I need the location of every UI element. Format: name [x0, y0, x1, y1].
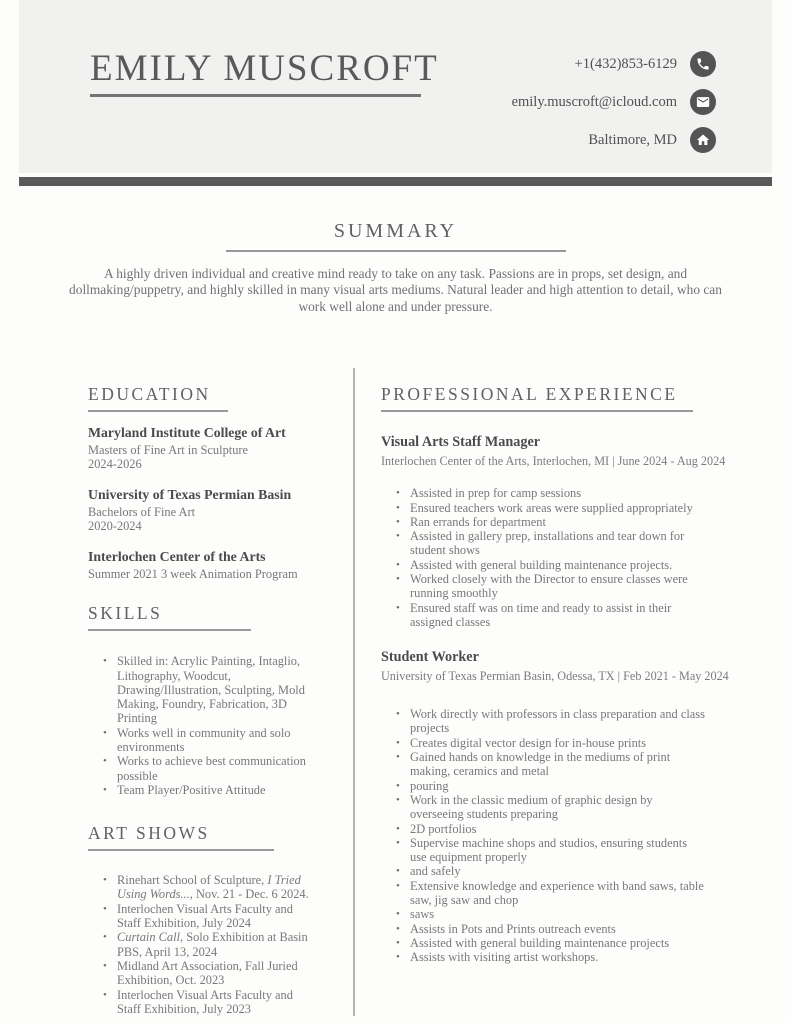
list-item-text: Gained hands on knowledge in the mediums of print making, ceramics and metal: [410, 750, 671, 779]
header-accent-bar: [19, 177, 772, 186]
list-item: [381, 515, 705, 529]
phone-number: +1(432)853-6129: [574, 55, 677, 72]
job-bullet-list: [381, 486, 705, 629]
list-item: [381, 601, 705, 630]
list-item: [88, 754, 315, 783]
columns: [88, 368, 791, 1016]
person-name: EMILY MUSCROFT: [90, 48, 439, 89]
bullet-dot: •: [396, 573, 400, 585]
list-item-text: Creates digital vector design for in-house prints: [410, 735, 647, 750]
bullet-dot: •: [103, 988, 107, 1001]
list-item: [88, 783, 315, 797]
bullet-dot: •: [103, 726, 107, 739]
list-item: [381, 707, 705, 736]
summary-heading: SUMMARY: [333, 220, 458, 242]
list-item: [381, 486, 705, 500]
list-item-text: saws: [410, 907, 435, 922]
education-rule: [88, 410, 228, 412]
job-title: Student Worker: [381, 649, 479, 666]
bullet-dot: •: [396, 936, 400, 949]
bullet-dot: •: [396, 822, 400, 835]
contact-location: [588, 127, 716, 153]
name-underline: [90, 94, 421, 97]
bullet-dot: •: [396, 601, 400, 614]
list-item: [88, 654, 315, 725]
list-item: [88, 873, 315, 902]
bullet-dot: •: [396, 501, 400, 514]
degree: Masters of Fine Art in Sculpture: [88, 443, 249, 458]
bullet-dot: •: [396, 951, 400, 964]
bullet-dot: •: [396, 736, 400, 749]
list-item-text: 2D portfolios: [410, 821, 477, 836]
education-list: [88, 425, 315, 581]
list-item: [88, 930, 315, 959]
job-meta: University of Texas Permian Basin, Odessa, TX | Feb 2021 - May 2024: [381, 669, 729, 684]
bullet-dot: •: [396, 558, 400, 571]
list-item: [381, 836, 705, 865]
list-item-text: Assists in Pots and Prints outreach events: [410, 921, 616, 936]
job-title: Visual Arts Staff Manager: [381, 434, 541, 451]
list-item-text: Curtain Call, Solo Exhibition at Basin PBS, April 13, 2024: [117, 930, 308, 959]
list-item: [381, 864, 705, 878]
list-item: [381, 822, 705, 836]
list-item: [381, 572, 705, 601]
home-icon: [690, 127, 716, 153]
skills-rule: [88, 629, 251, 631]
list-item: [381, 779, 705, 793]
school-name: Maryland Institute College of Art: [88, 425, 286, 441]
bullet-dot: •: [396, 836, 400, 849]
list-item: [381, 936, 705, 950]
list-item-text: Assists with visiting artist workshops.: [410, 950, 599, 965]
list-item-text: Assisted in gallery prep, installations and tear down for student shows: [410, 529, 685, 558]
list-item: [88, 988, 315, 1017]
list-item-text: Assisted with general building maintenance projects.: [410, 557, 673, 572]
list-item: [381, 750, 705, 779]
experience-rule: [381, 410, 693, 412]
bullet-dot: •: [103, 902, 107, 915]
job-entry: [381, 649, 753, 964]
left-column: [88, 368, 353, 1016]
bullet-dot: •: [396, 865, 400, 878]
list-item: [381, 879, 705, 908]
list-item-text: Assisted in prep for camp sessions: [410, 486, 582, 501]
bullet-dot: •: [103, 783, 107, 796]
art-shows-section: [88, 823, 315, 1016]
bullet-dot: •: [103, 874, 107, 887]
list-item-text: Team Player/Positive Attitude: [117, 782, 266, 797]
years: 2024-2026: [88, 457, 142, 472]
skills-heading: SKILLS: [88, 603, 163, 624]
job-bullet-list: [381, 707, 705, 964]
bullet-dot: •: [396, 487, 400, 500]
bullet-dot: •: [396, 515, 400, 528]
list-item: [381, 950, 705, 964]
bullet-dot: •: [396, 908, 400, 921]
bullet-dot: •: [396, 708, 400, 721]
degree: Summer 2021 3 week Animation Program: [88, 567, 298, 582]
art-shows-heading: ART SHOWS: [88, 823, 210, 844]
education-entry: [88, 487, 315, 533]
bullet-dot: •: [103, 959, 107, 972]
list-item: [381, 558, 705, 572]
school-name: Interlochen Center of the Arts: [88, 549, 266, 565]
school-name: University of Texas Permian Basin: [88, 487, 292, 503]
list-item-text: Skilled in: Acrylic Painting, Intaglio, Lithography, Woodcut, Drawing/Illustration, Sculpting, Mold Making, Foundry, Fabrication, 3D Printing: [117, 654, 305, 726]
list-item-text: Ensured teachers work areas were supplied appropriately: [410, 500, 693, 515]
list-item: [381, 736, 705, 750]
phone-icon: [690, 51, 716, 77]
summary-section: [0, 220, 791, 315]
art-shows-rule: [88, 849, 274, 851]
experience-section: [381, 384, 753, 964]
bullet-dot: •: [396, 751, 400, 764]
job-entry: [381, 434, 753, 629]
art-shows-list: [88, 873, 315, 1016]
list-item: [381, 793, 705, 822]
list-item-text: Interlochen Visual Arts Faculty and Staff Exhibition, July 2023: [117, 987, 293, 1016]
bullet-dot: •: [103, 755, 107, 768]
list-item: [381, 922, 705, 936]
contact-list: [512, 51, 716, 153]
location-text: Baltimore, MD: [588, 131, 677, 148]
list-item-text: Ran errands for department: [410, 514, 546, 529]
email-icon: [690, 89, 716, 115]
list-item-text: Work in the classic medium of graphic design by overseeing students preparing: [410, 792, 653, 822]
list-item-text: Works well in community and solo environments: [117, 725, 291, 754]
list-item: [381, 501, 705, 515]
list-item-text: Supervise machine shops and studios, ensuring students use equipment properly: [410, 835, 688, 865]
list-item: [88, 959, 315, 988]
skills-section: [88, 603, 315, 797]
skills-list: [88, 654, 315, 797]
education-section: [88, 384, 315, 581]
column-divider: [353, 368, 355, 1016]
years: 2020-2024: [88, 519, 142, 534]
list-item-text: Midland Art Association, Fall Juried Exhibition, Oct. 2023: [117, 958, 298, 988]
bullet-dot: •: [396, 793, 400, 806]
resume-header: [19, 0, 772, 173]
list-item: [88, 902, 315, 931]
bullet-dot: •: [396, 922, 400, 935]
list-item: [381, 907, 705, 921]
list-item-text: Work directly with professors in class preparation and class projects: [410, 707, 705, 736]
experience-heading: PROFESSIONAL EXPERIENCE: [381, 384, 678, 405]
list-item-text: Works to achieve best communication possible: [117, 754, 306, 783]
education-entry: [88, 425, 315, 471]
list-item-text: Extensive knowledge and experience with band saws, table saw, jig saw and chop: [410, 878, 704, 908]
list-item-text: pouring: [410, 778, 449, 793]
list-item-text: Rinehart School of Sculpture, I Tried Using Words..., Nov. 21 - Dec. 6 2024.: [117, 873, 309, 902]
name-block: [90, 49, 439, 97]
contact-phone: [575, 51, 716, 77]
list-item-text: and safely: [410, 864, 461, 879]
summary-text: A highly driven individual and creative mind ready to take on any task. Passions are in props, set design, and dollmaking/puppetry, and highly skilled in many visual arts mediums. Natural leader and high attention to detail, who can work well alone and under pressure.: [69, 266, 722, 314]
list-item-text: Worked closely with the Director to ensure classes were running smoothly: [410, 572, 688, 601]
bullet-dot: •: [103, 655, 107, 668]
education-heading: EDUCATION: [88, 384, 211, 405]
email-address: emily.muscroft@icloud.com: [511, 93, 677, 110]
list-item-text: Assisted with general building maintenance projects: [410, 935, 670, 950]
list-item-text: Ensured staff was on time and ready to assist in their assigned classes: [410, 600, 672, 629]
list-item: [381, 529, 705, 558]
list-item: [88, 726, 315, 755]
right-column: [381, 368, 753, 1016]
degree: Bachelors of Fine Art: [88, 505, 196, 520]
bullet-dot: •: [396, 879, 400, 892]
bullet-dot: •: [396, 530, 400, 543]
summary-rule: [226, 250, 566, 252]
list-item-text: Interlochen Visual Arts Faculty and Staff Exhibition, July 2024: [117, 901, 293, 931]
contact-email: [512, 89, 716, 115]
bullet-dot: •: [103, 931, 107, 944]
bullet-dot: •: [396, 779, 400, 792]
education-entry: [88, 549, 315, 581]
job-meta: Interlochen Center of the Arts, Interlochen, MI | June 2024 - Aug 2024: [381, 454, 726, 469]
